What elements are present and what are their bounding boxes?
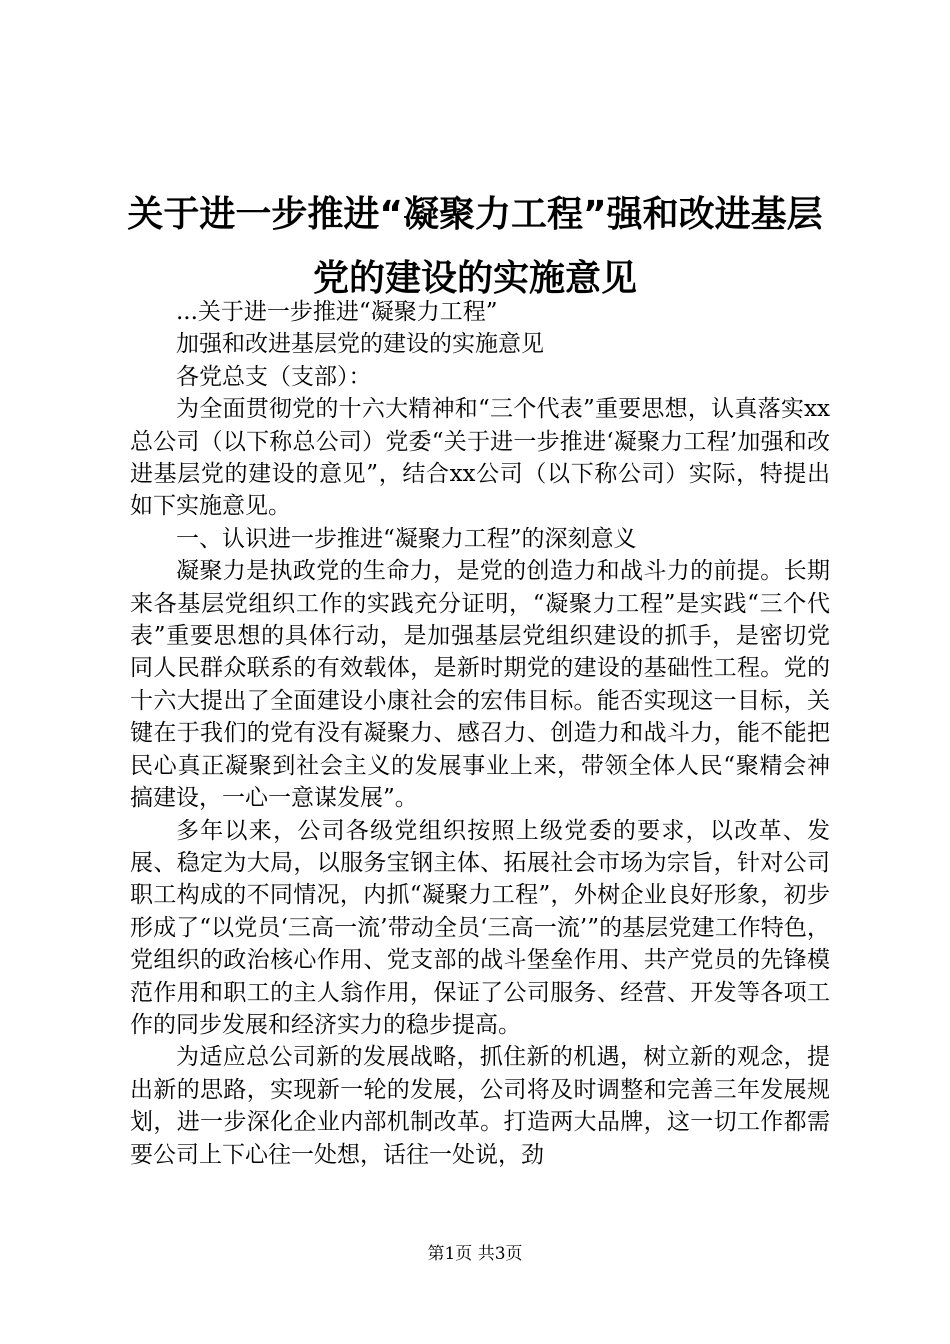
title-line-2: 党的建设的实施意见 [312, 258, 637, 299]
paragraph-salutation: 各党总支（支部）： [176, 363, 372, 390]
page-footer [0, 1243, 950, 1265]
paragraph-body: 凝聚力是执政党的生命力，是党的创造力和战斗力的前提。长期来各基层党组织工作的实践充分证明，“凝聚力工程”是实践“三个代表”重要思想的具体行动，是加强基层党组织建设的抓手，是密切党同人民群众联系的有效载体，是新时期党的建设的基础性工程。党的十六大提出了全面建设小康社会的宏伟目标。能否实现这一目标，关键在于我们的党有没有凝聚力、感召力、创造力和战斗力，能不能把民心真正凝聚到社会主义的发展事业上来，带领全体人民“聚精会神搞建设，一心一意谋发展”。 [130, 558, 830, 812]
document-title [100, 183, 850, 311]
paragraph-doc-subtitle: 加强和改进基层党的建设的实施意见 [176, 331, 544, 358]
paragraph-intro: 为全面贯彻党的十六大精神和“三个代表”重要思想，认真落实xx总公司（以下称总公司）党委“关于进一步推进‘凝聚力工程’加强和改进基层党的建设的意见”，结合xx公司（以下称公司）实际，特提出如下实施意见。 [130, 396, 830, 520]
document-body [130, 296, 830, 1171]
paragraph-body: 为适应总公司新的发展战略，抓住新的机遇，树立新的观念，提出新的思路，实现新一轮的发展，公司将及时调整和完善三年发展规划，进一步深化企业内部机制改革。打造两大品牌，这一切工作都需要公司上下心往一处想，话往一处说，劲 [130, 1044, 830, 1168]
title-line-1: 关于进一步推进“凝聚力工程”强和改进基层 [127, 194, 823, 235]
section-heading-1: 一、认识进一步推进“凝聚力工程”的深刻意义 [176, 525, 637, 552]
page-number: 第1页 共3页 [427, 1244, 523, 1264]
paragraph-doc-reference: ...关于进一步推进“凝聚力工程” [176, 299, 498, 325]
paragraph-body: 多年以来，公司各级党组织按照上级党委的要求，以改革、发展、稳定为大局，以服务宝钢主体、拓展社会市场为宗旨，针对公司职工构成的不同情况，内抓“凝聚力工程”，外树企业良好形象，初步形成了“以党员‘三高一流’带动全员‘三高一流’”的基层党建工作特色，党组织的政治核心作用、党支部的战斗堡垒作用、共产党员的先锋模范作用和职工的主人翁作用，保证了公司服务、经营、开发等各项工作的同步发展和经济实力的稳步提高。 [130, 817, 830, 1038]
